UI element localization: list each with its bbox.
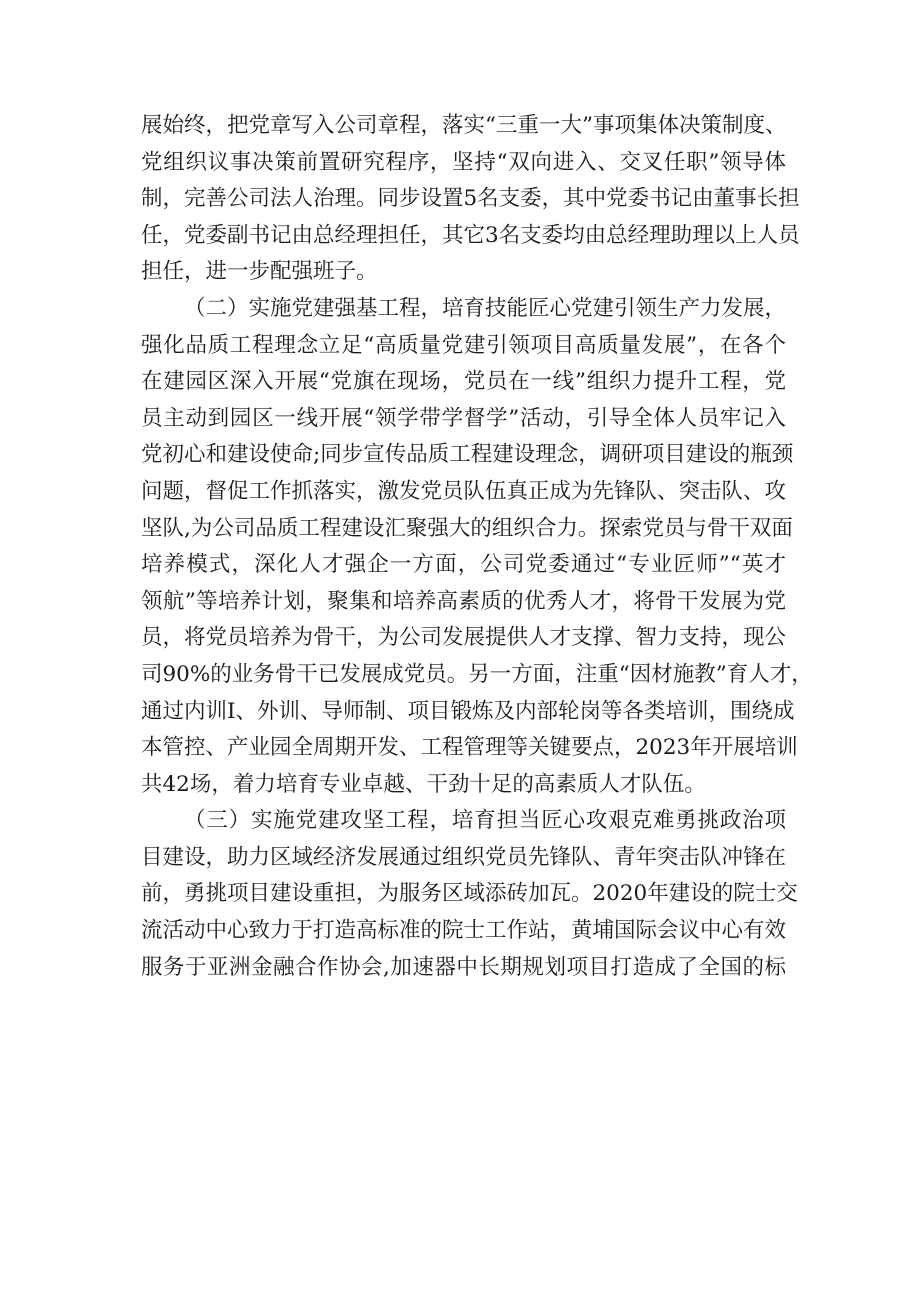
text-line: 担任，进一步配强班子。 (141, 259, 378, 285)
paragraph-3 (141, 803, 798, 986)
section-heading-line: （二）实施党建强基工程，培育技能匠心党建引领生产力发展， (184, 295, 787, 321)
text-line: 共42场，着力培育专业卓越、干劲十足的高素质人才队伍。 (141, 771, 706, 797)
text-line: 流活动中心致力于打造高标准的院士工作站，黄埔国际会议中心有效 (141, 918, 787, 944)
text-line: 党初心和建设使命;同步宣传品质工程建设理念，调研项目建设的瓶颈 (141, 442, 794, 468)
paragraph-1 (141, 108, 800, 291)
text-line: 坚队,为公司品质工程建设汇聚强大的组织合力。探索党员与骨干双面 (141, 515, 793, 541)
text-line: 任，党委副书记由总经理担任，其它3名支委均由总经理助理以上人员 (141, 222, 800, 248)
text-line: 司90%的业务骨干已发展成党员。另一方面，注重“因材施教”育人才， (141, 661, 813, 687)
text-line: 在建园区深入开展“党旗在现场，党员在一线”组织力提升工程，党 (141, 369, 786, 395)
paragraph-2 (141, 291, 813, 803)
text-line: 本管控、产业园全周期开发、工程管理等关键要点，2023年开展培训 (141, 735, 798, 761)
text-line: 展始终，把党章写入公司章程，落实“三重一大”事项集体决策制度、 (141, 113, 787, 138)
text-line: 前，勇挑项目建设重担，为服务区域添砖加瓦。2020年建设的院士交 (141, 881, 798, 907)
text-line: 通过内训I、外训、导师制、项目锻炼及内部轮岗等各类培训，围绕成 (141, 698, 795, 724)
text-line: 服务于亚洲金融合作协会,加速器中长期规划项目打造成了全国的标 (141, 954, 786, 980)
text-line: 党组织议事决策前置研究程序，坚持“双向进入、交叉任职”领导体 (141, 149, 786, 175)
text-line: 员，将党员培养为骨干，为公司发展提供人才支撑、智力支持，现公 (141, 625, 787, 651)
body-text (141, 108, 813, 986)
text-line: 目建设，助力区域经济发展通过组织党员先锋队、青年突击队冲锋在 (141, 844, 787, 870)
text-line: 员主动到园区一线开展“领学带学督学”活动，引导全体人员牢记入 (141, 405, 786, 431)
text-line: 培养模式，深化人才强企一方面，公司党委通过“专业匠师”“英才 (141, 552, 786, 578)
text-line: 问题，督促工作抓落实，激发党员队伍真正成为先锋队、突击队、攻 (141, 478, 787, 504)
text-line: 制，完善公司法人治理。同步设置5名支委，其中党委书记由董事长担 (141, 186, 800, 212)
section-heading-line: （三）实施党建攻坚工程，培育担当匠心攻艰克难勇挑政治项 (184, 808, 786, 834)
text-line: 领航”等培养计划，聚集和培养高素质的优秀人才，将骨干发展为党 (141, 588, 786, 614)
text-line: 强化品质工程理念立足“高质量党建引领项目高质量发展”，在各个 (141, 332, 786, 358)
